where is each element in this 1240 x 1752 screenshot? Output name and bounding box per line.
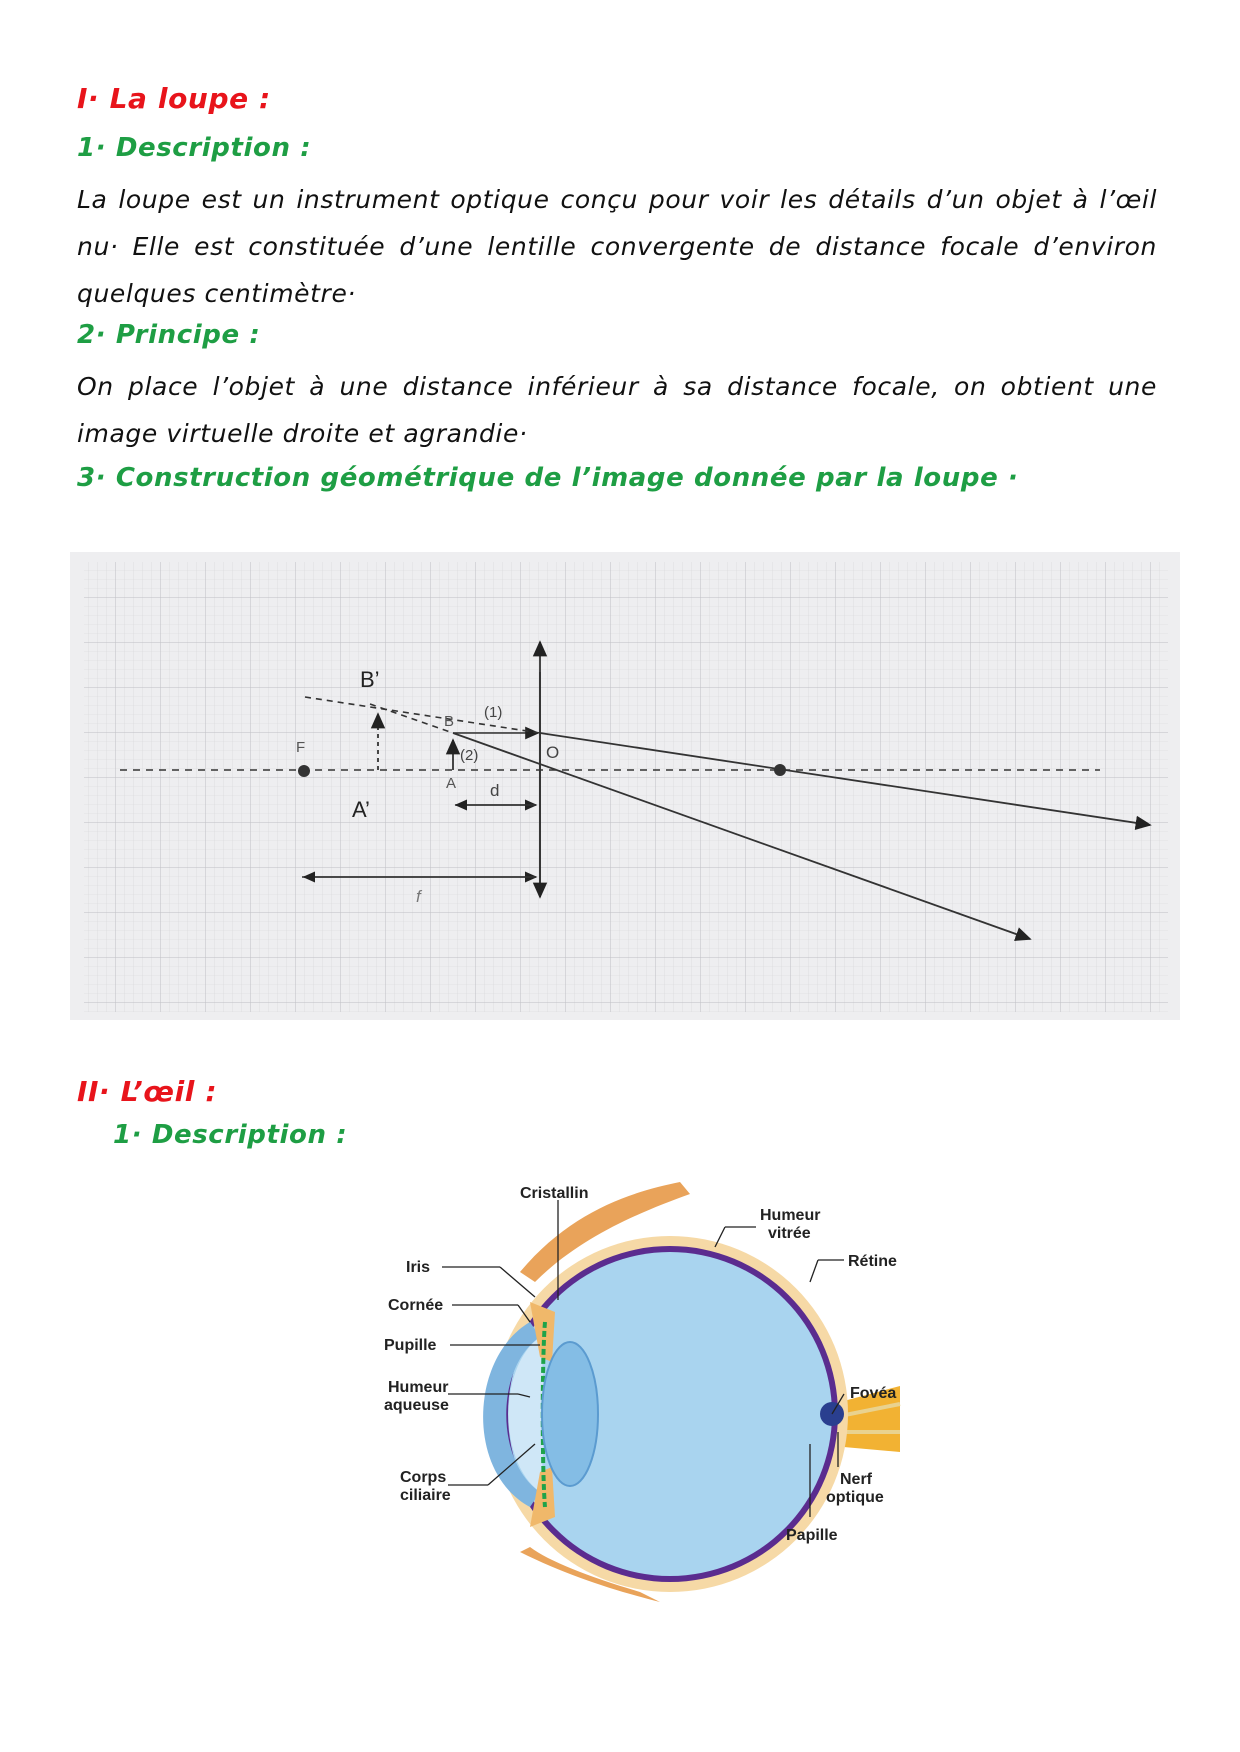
eye-label-humeur-aqueuse-1: Humeur: [388, 1379, 449, 1396]
description-heading: 1· Description :: [77, 133, 312, 163]
eye-label-retine: Rétine: [848, 1253, 897, 1270]
focal-point-F: [298, 765, 310, 777]
principe-heading: 2· Principe :: [77, 320, 261, 350]
label-A-prime: A’: [352, 797, 370, 822]
principe-paragraph: On place l’objet à une distance inférieur à sa distance focale, on obtient une image virtuelle droite et agrandie·: [77, 372, 1157, 448]
eye-label-papille: Papille: [786, 1527, 838, 1544]
section-1-title: I· La loupe :: [77, 82, 271, 115]
loupe-diagram: [70, 552, 1180, 1020]
eye-label-pupille: Pupille: [384, 1337, 437, 1354]
description-paragraph: La loupe est un instrument optique conçu pour voir les détails d’un objet à l’œil nu· Elle est constituée d’une lentille convergente de distance focale d’environ quelques centimètre·: [77, 185, 1157, 308]
eye-label-iris: Iris: [406, 1259, 431, 1276]
eye-label-cristallin: Cristallin: [520, 1185, 589, 1202]
label-F: F: [296, 739, 306, 756]
label-O: O: [546, 743, 560, 762]
eye-label-fovea: Fovéa: [850, 1385, 897, 1402]
label-A: A: [446, 775, 457, 792]
label-ray-1: (1): [484, 704, 503, 721]
label-d: d: [490, 781, 500, 800]
label-ray-2: (2): [460, 747, 479, 764]
eye-description-heading: 1· Description :: [113, 1120, 348, 1150]
label-B-prime: B’: [360, 667, 380, 692]
eye-diagram: [370, 1182, 910, 1602]
eye-label-corps-ciliaire-2: ciliaire: [400, 1487, 451, 1504]
crystalline-lens: [542, 1342, 598, 1486]
eye-label-nerf-optique-1: Nerf: [840, 1471, 873, 1488]
section-2-title: II· L’œil :: [77, 1075, 218, 1108]
eye-label-humeur-aqueuse-2: aqueuse: [384, 1397, 449, 1414]
label-f: f: [416, 887, 421, 906]
eye-label-corps-ciliaire-1: Corps: [400, 1469, 447, 1486]
eye-label-cornee: Cornée: [388, 1297, 444, 1314]
construction-heading: 3· Construction géométrique de l’image donnée par la loupe ·: [77, 463, 1019, 493]
label-B: B: [444, 713, 455, 730]
eye-label-nerf-optique-2: optique: [826, 1489, 884, 1506]
eye-label-humeur-vitree-2: vitrée: [768, 1225, 811, 1242]
eye-label-humeur-vitree-1: Humeur: [760, 1207, 821, 1224]
